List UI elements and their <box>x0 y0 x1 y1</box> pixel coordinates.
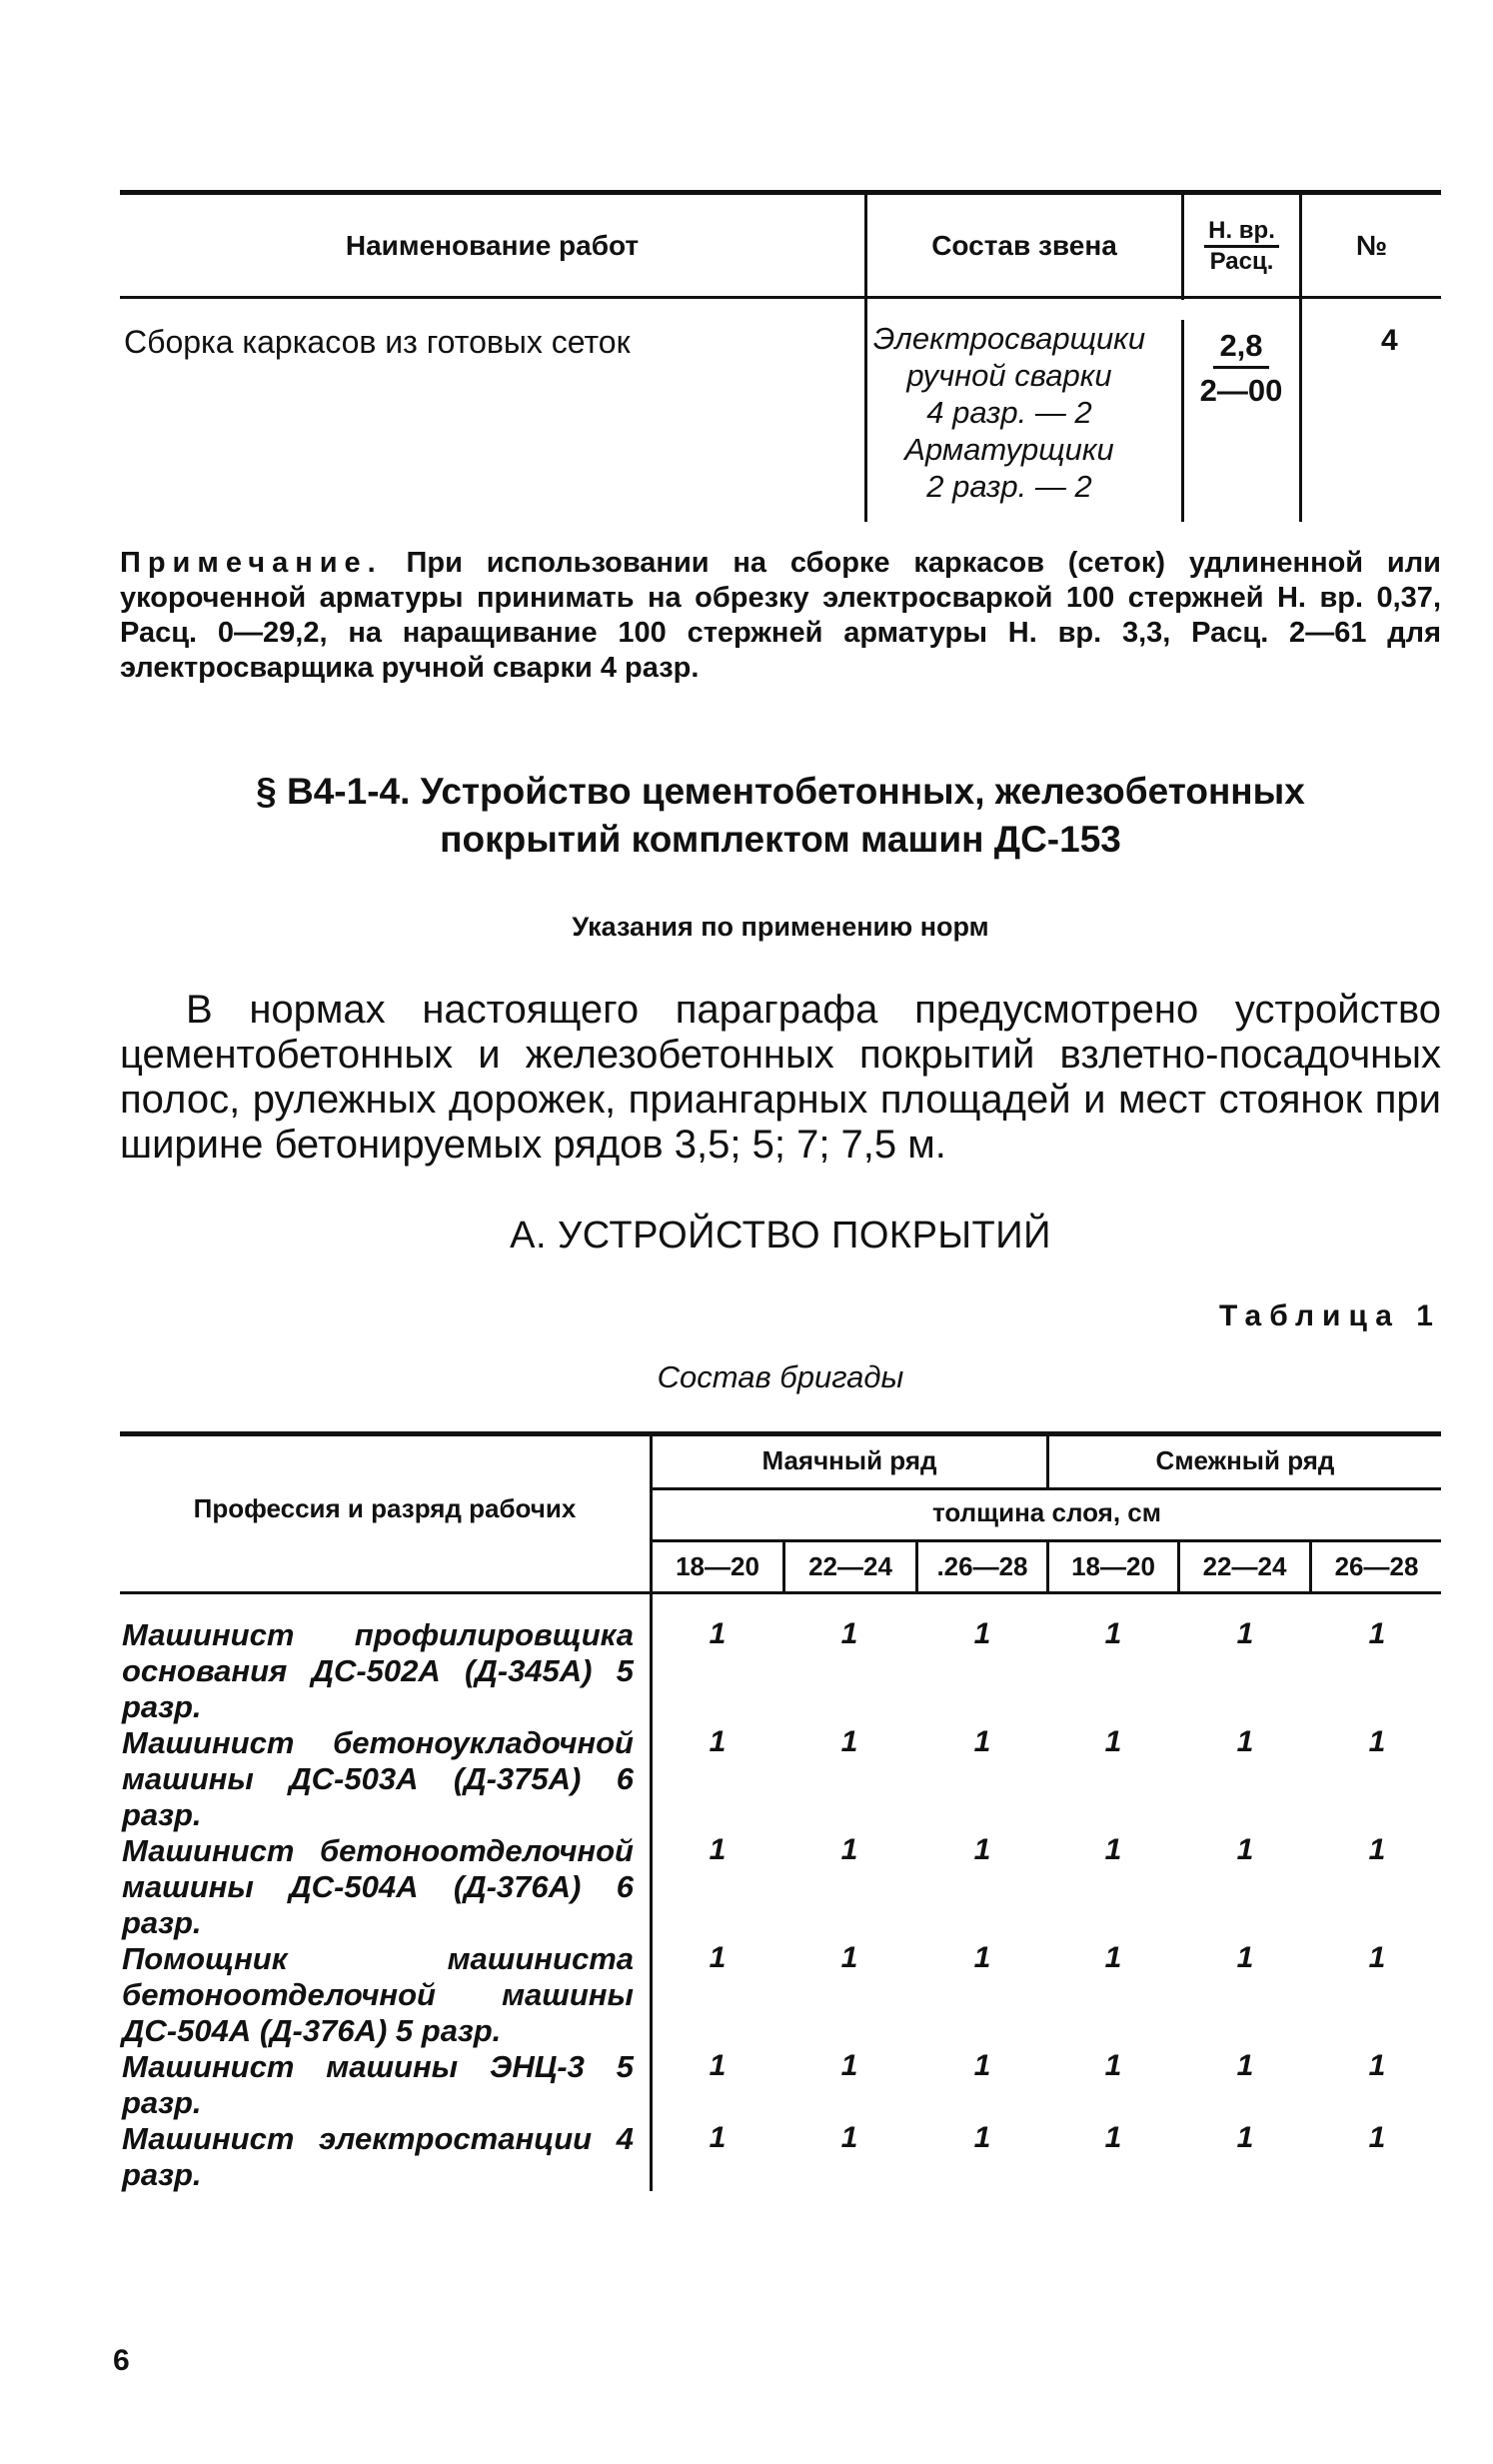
value-cell: 1 <box>1104 1941 1122 1974</box>
crew-line: Электросварщики <box>872 321 1146 356</box>
value-cell: 1 <box>1104 2121 1122 2154</box>
value-cell: 1 <box>709 1725 727 1758</box>
value-cell: 1 <box>1104 1725 1122 1758</box>
column-header: 18—20 <box>1071 1551 1155 1581</box>
value-cell: 1 <box>1104 1833 1122 1866</box>
value-cell: 1 <box>973 2121 991 2154</box>
value-cell: 1 <box>973 1941 991 1974</box>
crew-line: 4 разр. — 2 <box>926 395 1092 430</box>
value-cell: 1 <box>1104 1617 1122 1650</box>
column-header: 18—20 <box>676 1551 759 1581</box>
value-cell: 1 <box>1236 1941 1254 1974</box>
value-cell: 1 <box>973 1833 991 1866</box>
body-paragraph: В нормах настоящего параграфа предусмотрено устройство цементобетонных и железобетонных покрытий взлетно-посадочных полос, рулежных дорожек, приангарных площадей и мест стоянок при ширине бетонируемых рядов 3,5; 5; 7; 7,5 м. <box>120 988 1441 1167</box>
header-group-a: Маячный ряд <box>761 1445 937 1475</box>
column-header: .26—28 <box>936 1551 1028 1581</box>
column-divider <box>650 1431 653 2191</box>
norm-value <box>1183 328 1299 409</box>
crew-line: ручной сварки <box>906 358 1112 393</box>
value-cell: 1 <box>1236 1617 1254 1650</box>
header-crew: Состав звена <box>931 230 1117 261</box>
value-cell: 1 <box>1236 1833 1254 1866</box>
note-text: При использовании на сборке каркасов (сеток) удлиненной или укороченной арматуры принимать на обрезку электросваркой 100 стержней Н. вр. 0,37, Расц. 0—29,2, на наращивание 100 стержней арматуры Н. вр. 3,3, Расц. 2—61 для электросварщика ручной сварки 4 разр. <box>120 547 1441 684</box>
column-header: 22—24 <box>1202 1551 1287 1581</box>
crew-line: Арматурщики <box>904 432 1114 467</box>
header-norm <box>1184 200 1299 292</box>
page-number: 6 <box>113 2344 130 2377</box>
table-header-rule <box>120 296 1441 299</box>
subsection-heading: А. УСТРОЙСТВО ПОКРЫТИЙ <box>510 1215 1051 1256</box>
header-rule <box>650 1487 1441 1490</box>
header-work: Наименование работ <box>345 230 640 261</box>
section-title-line: § В4-1-4. Устройство цементобетонных, железобетонных <box>256 771 1305 812</box>
value-cell: 1 <box>709 2121 727 2154</box>
value-cell: 1 <box>840 1833 858 1866</box>
crew-line: 2 разр. — 2 <box>926 469 1092 504</box>
value-cell: 1 <box>1368 2049 1386 2082</box>
value-cell: 1 <box>1368 1941 1386 1974</box>
note-label: Примечание. <box>120 547 383 579</box>
work-name: Сборка каркасов из готовых сеток <box>124 324 631 360</box>
column-header: 26—28 <box>1334 1551 1419 1581</box>
table-top-rule <box>120 190 1441 195</box>
header-rule <box>120 1591 1441 1594</box>
header-profession: Профессия и разряд рабочих <box>193 1493 577 1523</box>
section-title <box>120 768 1441 864</box>
value-cell: 1 <box>973 1617 991 1650</box>
header-number: № <box>1355 230 1388 261</box>
column-header: 22—24 <box>808 1551 892 1581</box>
value-cell: 1 <box>1368 1833 1386 1866</box>
value-cell: 1 <box>709 2049 727 2082</box>
header-thickness: толщина слоя, см <box>932 1497 1161 1527</box>
profession-cell: Машинист машины ЭНЦ-3 5 разр. <box>122 2049 634 2120</box>
note-paragraph <box>120 546 1441 686</box>
section-subtitle: Указания по применению норм <box>572 912 989 942</box>
value-cell: 1 <box>709 1941 727 1974</box>
profession-cell: Машинист профилировщика основания ДС-502А (Д-345А) 5 разр. <box>122 1617 634 1724</box>
section-title-line: покрытий комплектом машин ДС-153 <box>440 819 1121 860</box>
header-norm-rate: Расц. <box>1209 247 1274 275</box>
row-number: 4 <box>1381 324 1398 357</box>
crew-composition <box>864 320 1154 505</box>
value-cell: 1 <box>973 1725 991 1758</box>
value-cell: 1 <box>709 1617 727 1650</box>
value-cell: 1 <box>709 1833 727 1866</box>
value-cell: 1 <box>840 1941 858 1974</box>
crew-table <box>120 1431 1441 2191</box>
value-cell: 1 <box>840 2049 858 2082</box>
value-cell: 1 <box>1104 2049 1122 2082</box>
profession-cell: Машинист бетоноотделочной машины ДС-504А (Д-376А) 6 разр. <box>122 1833 634 1940</box>
value-cell: 1 <box>1236 2049 1254 2082</box>
value-cell: 1 <box>1368 1617 1386 1650</box>
profession-cell: Машинист электростанции 4 разр. <box>122 2121 634 2192</box>
header-rule <box>650 1539 1441 1542</box>
works-table <box>120 190 1441 522</box>
profession-cell: Машинист бетоноукладочной машины ДС-503А (Д-375А) 6 разр. <box>122 1725 634 1832</box>
value-cell: 1 <box>840 2121 858 2154</box>
norm-rate: 2—00 <box>1199 373 1283 408</box>
value-cell: 1 <box>1368 1725 1386 1758</box>
norm-time: 2,8 <box>1213 328 1268 369</box>
value-cell: 1 <box>840 1617 858 1650</box>
profession-cell: Помощник машиниста бетоноотделочной машины ДС-504А (Д-376А) 5 разр. <box>122 1941 634 2048</box>
value-cell: 1 <box>1368 2121 1386 2154</box>
table-caption: Состав бригады <box>657 1359 904 1394</box>
value-cell: 1 <box>973 2049 991 2082</box>
header-norm-time: Н. вр. <box>1204 217 1279 248</box>
table-top-rule <box>120 1431 1441 1436</box>
header-group-b: Смежный ряд <box>1155 1445 1335 1475</box>
value-cell: 1 <box>1236 1725 1254 1758</box>
table-label: Таблица 1 <box>1218 1299 1441 1332</box>
value-cell: 1 <box>840 1725 858 1758</box>
value-cell: 1 <box>1236 2121 1254 2154</box>
